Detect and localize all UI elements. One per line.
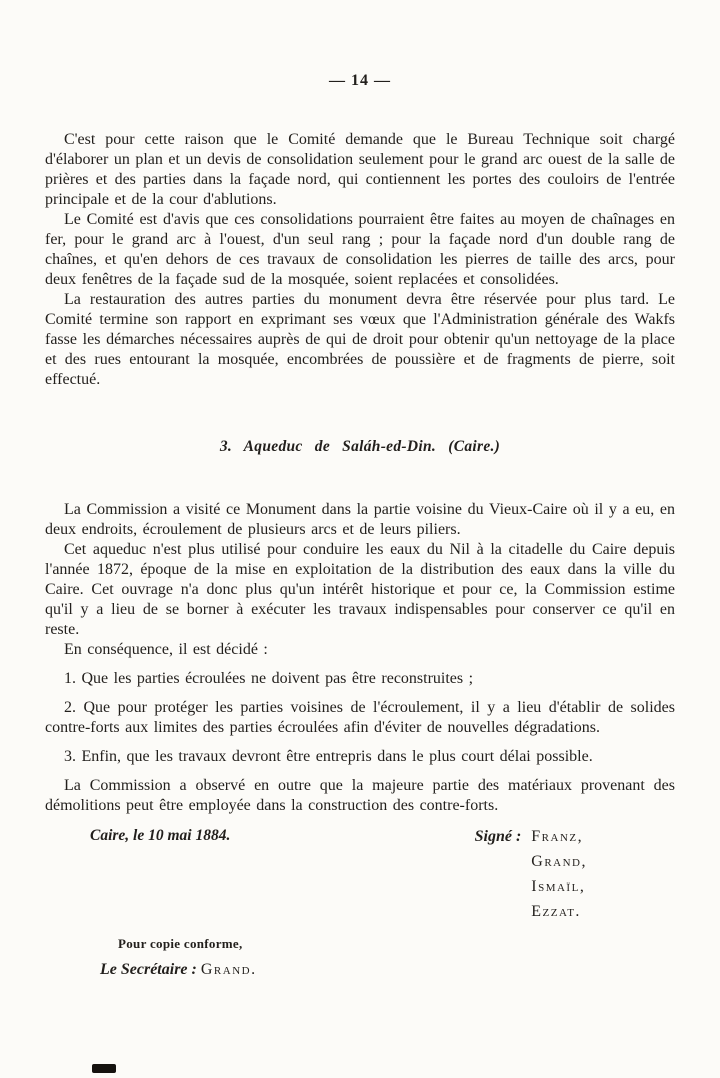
secretary-line: [100, 961, 675, 979]
paragraph-report-2: Le Comité est d'avis que ces consolidations pourraient être faites au moyen de chaînages en fer, pour le grand arc à l'ouest, d'un seul rang ; pour la façade nord d'un double rang de chaînes, et qu'en dehors de ces travaux de consolidation les pierres de taille des arcs, pour deux fenêtres de la façade sud de la mosquée, soient replacées et consolidées.: [45, 211, 675, 288]
secretary-label: Le Secrétaire :: [100, 961, 197, 978]
decision-intro: En conséquence, il est décidé :: [64, 641, 268, 658]
decision-item-1: 1. Que les parties écroulées ne doivent pas être reconstruites ;: [64, 670, 474, 687]
paragraph-section-2: Cet aqueduc n'est plus utilisé pour conduire les eaux du Nil à la citadelle du Caire depuis l'année 1872, époque de la mise en exploitation de la distribution des eaux dans la ville du Caire. Cet ouvrage n'a donc plus qu'un intérêt historique et pour ce, la Commission estime qu'il y a lieu de se borner à exécuter les travaux indispensables pour conserver ce qu'il en reste.: [45, 541, 675, 638]
paragraph-report-1: C'est pour cette raison que le Comité demande que le Bureau Technique soit chargé d'élaborer un plan et un devis de consolidation seulement pour le grand arc ouest de la salle de prières et des parties dans la façade nord, qui contiennent les portes des couloirs de l'entrée principale et de la cour d'ablutions.: [45, 131, 675, 208]
signature-name: Ezzat.: [531, 903, 581, 920]
signature-names: [531, 824, 587, 924]
paragraph-report-3: La restauration des autres parties du monument devra être réservée pour plus tard. Le Comité termine son rapport en exprimant ses vœux que l'Administration générale des Wakfs fasse les démarches nécessaires auprès de qui de droit pour obtenir qu'un nettoyage de la place et des rues entourant la mosquée, encombrées de poussière et de fragments de pierre, soit effectué.: [45, 291, 675, 388]
paragraph-observation: La Commission a observé en outre que la majeure partie des matériaux provenant des démolitions peut être employée dans la construction des contre-forts.: [45, 777, 675, 814]
copy-note: Pour copie conforme,: [118, 936, 243, 951]
paragraph-section-1: La Commission a visité ce Monument dans la partie voisine du Vieux-Caire où il y a eu, en deux endroits, écroulement de plusieurs arcs et de leurs piliers.: [45, 501, 675, 538]
signed-label: Signé :: [474, 828, 522, 845]
decision-item-2: 2. Que pour protéger les parties voisines de l'écroulement, il y a lieu d'établir de solides contre-forts aux limites des parties écroulées afin d'éviter de nouvelles dégradations.: [45, 699, 675, 736]
signature-name: Franz,: [531, 828, 584, 845]
signature-name: Ismaïl,: [531, 878, 586, 895]
secretary-name: Grand.: [200, 961, 257, 978]
closing-row: [45, 824, 675, 924]
signature-name: Grand,: [531, 853, 587, 870]
scan-artifact: [92, 1064, 116, 1073]
dateline: Caire, le 10 mai 1884.: [90, 827, 231, 844]
decision-item-3: 3. Enfin, que les travaux devront être entrepris dans le plus court délai possible.: [64, 748, 593, 765]
page-number: — 14 —: [329, 72, 391, 89]
signature-block: [475, 824, 587, 924]
section-heading: 3. Aqueduc de Saláh-ed-Din. (Caire.): [219, 438, 501, 455]
